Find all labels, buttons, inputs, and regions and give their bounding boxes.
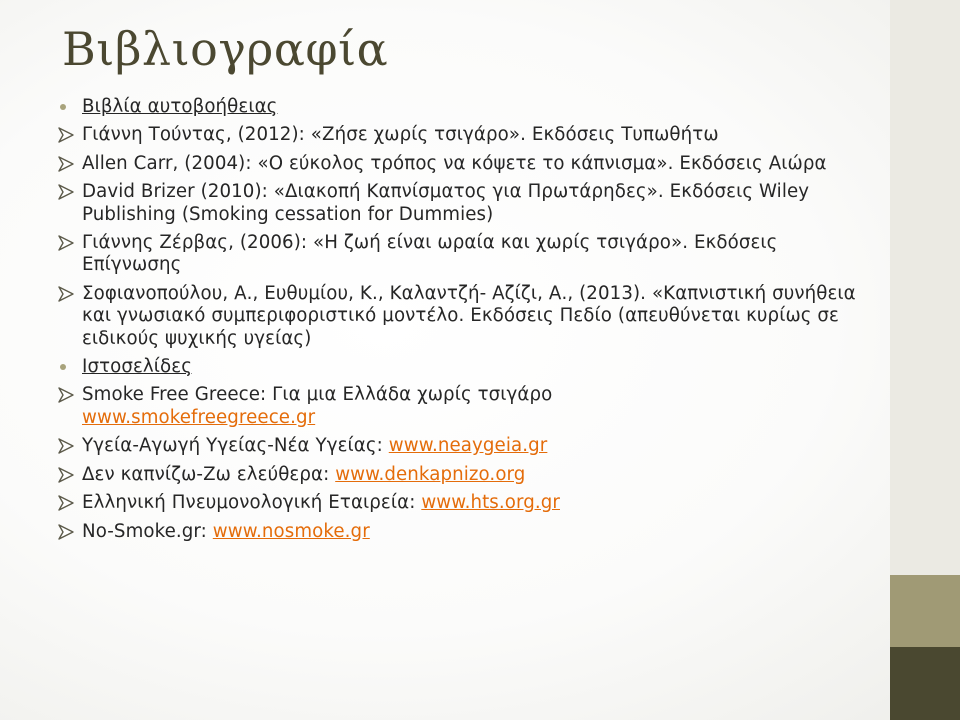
website-item-text: Smoke Free Greece: Για μια Ελλάδα χωρίς τσιγάρο (82, 384, 553, 406)
section-heading-label: Ιστοσελίδες (82, 356, 192, 378)
book-item-text: Γιάννη Τούντας, (2012): «Ζήσε χωρίς τσιγάρο». Εκδόσεις Τυπωθήτω (82, 124, 719, 146)
section-heading-books (58, 96, 878, 118)
book-item (58, 283, 878, 350)
slide-title: Βιβλιογραφία (62, 22, 389, 76)
side-band-top (890, 0, 960, 575)
book-item (58, 181, 878, 226)
website-link[interactable]: www.denkapnizo.org (335, 463, 526, 485)
website-item-text: Δεν καπνίζω-Ζω ελεύθερα: (82, 463, 336, 485)
arrowhead-bullet-icon (58, 435, 76, 457)
arrowhead-bullet-icon (58, 181, 76, 203)
website-link[interactable]: www.hts.org.gr (421, 492, 560, 514)
arrowhead-bullet-icon (58, 492, 76, 514)
side-band-middle (890, 575, 960, 647)
dot-bullet-icon (58, 96, 76, 118)
book-item-text: Σοφιανοπούλου, Α., Ευθυμίου, Κ., Καλαντζή- Αζίζι, Α., (2013). «Καπνιστική συνήθεια και γνωσιακό συμπεριφοριστικό μοντέλο. Εκδόσεις Πεδίο (απευθύνεται κυρίως σε ειδικούς ψυχικής υγείας) (82, 282, 856, 349)
dot-bullet-icon (58, 356, 76, 378)
website-link[interactable]: www.neaygeia.gr (388, 435, 548, 457)
arrowhead-bullet-icon (58, 153, 76, 175)
arrowhead-bullet-icon (58, 283, 76, 305)
arrowhead-bullet-icon (58, 384, 76, 406)
bibliography-content (58, 96, 878, 549)
website-item-text: Ελληνική Πνευμονολογική Εταιρεία: (82, 492, 422, 514)
side-band-bottom (890, 647, 960, 720)
arrowhead-bullet-icon (58, 464, 76, 486)
book-item-text: Γιάννης Ζέρβας, (2006): «Η ζωή είναι ωραία και χωρίς τσιγάρο». Εκδόσεις Επίγνωσης (82, 232, 778, 276)
website-link[interactable]: www.smokefreegreece.gr (82, 406, 316, 428)
website-item (58, 521, 878, 543)
book-item (58, 124, 878, 146)
website-item (58, 464, 878, 486)
section-heading-label: Βιβλία αυτοβοήθειας (82, 96, 278, 117)
section-heading-websites (58, 356, 878, 378)
book-item-text: Allen Carr, (2004): «Ο εύκολος τρόπος να κόψετε το κάπνισμα». Εκδόσεις Αιώρα (82, 152, 827, 174)
website-item (58, 435, 878, 457)
website-item-text: No-Smoke.gr: (82, 520, 213, 542)
website-item (58, 492, 878, 514)
book-item-text: David Brizer (2010): «Διακοπή Καπνίσματος για Πρωτάρηδες». Εκδόσεις Wiley Publishing (Smoking cessation for Dummies) (82, 181, 810, 225)
arrowhead-bullet-icon (58, 124, 76, 146)
book-item (58, 232, 878, 277)
website-item-text: Υγεία-Αγωγή Υγείας-Νέα Υγείας: (82, 435, 389, 457)
website-item (58, 384, 878, 429)
website-link[interactable]: www.nosmoke.gr (212, 520, 370, 542)
book-item (58, 153, 878, 175)
arrowhead-bullet-icon (58, 232, 76, 254)
arrowhead-bullet-icon (58, 521, 76, 543)
